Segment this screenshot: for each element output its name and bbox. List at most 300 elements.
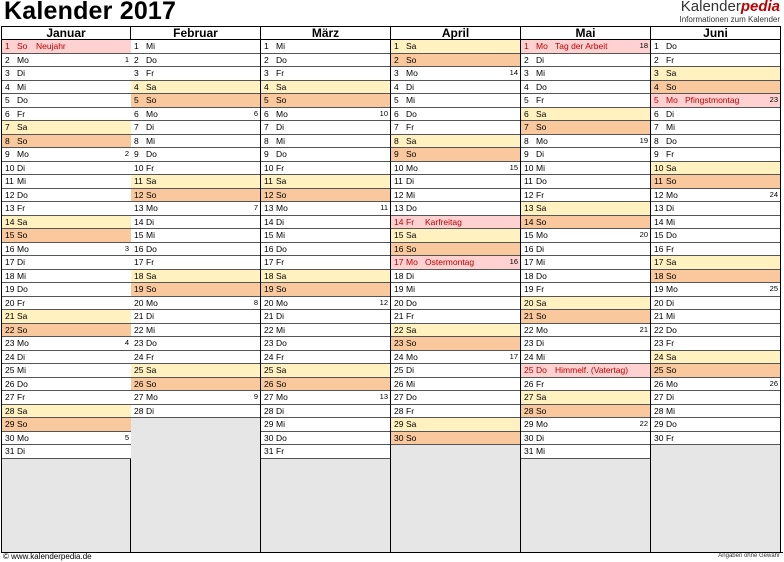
day-number: 14	[264, 216, 274, 227]
weekday-label: Di	[17, 351, 26, 362]
day-number: 16	[394, 243, 404, 254]
day-row	[131, 54, 260, 68]
day-number: 18	[134, 270, 144, 281]
day-number: 6	[264, 108, 269, 119]
day-row	[651, 229, 780, 243]
day-number: 11	[654, 176, 663, 186]
day-number: 11	[264, 176, 273, 186]
day-number: 5	[654, 95, 659, 105]
day-number: 6	[524, 108, 529, 119]
weekday-label: So	[406, 54, 417, 65]
weekday-label: Sa	[406, 324, 417, 335]
day-number: 18	[5, 270, 15, 281]
week-number: 16	[509, 257, 518, 266]
day-number: 27	[524, 392, 534, 402]
weekday-label: So	[666, 81, 677, 92]
day-number: 6	[654, 108, 659, 119]
weekday-label: Di	[146, 216, 155, 227]
day-row	[261, 54, 390, 68]
day-row	[521, 337, 650, 351]
weekday-label: So	[536, 311, 547, 321]
weekday-label: Do	[17, 378, 28, 389]
day-number: 28	[264, 405, 274, 416]
day-row	[2, 175, 131, 189]
holiday-name: Pfingstmontag	[685, 95, 740, 105]
day-number: 26	[394, 378, 404, 389]
weekday-label: Mi	[406, 189, 415, 200]
weekday-label: Di	[666, 392, 675, 402]
day-row	[651, 364, 780, 378]
day-row	[391, 324, 520, 338]
weekday-label: Di	[666, 108, 675, 119]
weekday-label: Di	[536, 243, 545, 254]
day-row	[261, 148, 390, 162]
weekday-label: Mi	[276, 41, 285, 51]
weekday-label: So	[406, 149, 417, 159]
day-number: 9	[394, 149, 399, 159]
day-row	[521, 175, 650, 189]
day-row	[261, 324, 390, 338]
day-number: 16	[654, 243, 664, 254]
week-number: 6	[253, 108, 258, 118]
weekday-label: Mo	[276, 297, 288, 308]
weekday-label: Do	[146, 54, 157, 65]
weekday-label: Fr	[17, 203, 26, 213]
day-number: 4	[264, 81, 269, 92]
weekday-label: Do	[666, 135, 677, 146]
week-number: 10	[379, 108, 388, 118]
month-header: Januar	[2, 26, 130, 40]
day-row	[521, 135, 650, 149]
weekday-label: So	[276, 284, 287, 294]
weekday-label: Mo	[406, 257, 418, 267]
day-row	[651, 270, 780, 284]
week-number: 23	[769, 95, 778, 104]
day-row	[2, 283, 131, 297]
weekday-label: Sa	[666, 351, 677, 362]
day-number: 19	[394, 284, 404, 294]
day-row	[391, 162, 520, 176]
weekday-label: Mo	[276, 108, 288, 119]
weekday-label: Sa	[406, 135, 417, 146]
weekday-label: So	[536, 216, 547, 227]
weekday-label: Mi	[276, 135, 285, 146]
day-row	[2, 418, 131, 432]
day-row	[261, 405, 390, 419]
day-row	[2, 378, 131, 392]
day-number: 22	[134, 324, 144, 335]
day-number: 15	[524, 230, 534, 240]
weekday-label: Di	[276, 311, 285, 321]
day-number: 4	[524, 81, 529, 92]
day-number: 28	[524, 405, 534, 416]
day-row	[391, 297, 520, 311]
month-column	[261, 26, 391, 552]
week-number: 20	[639, 230, 648, 239]
weekday-label: Mo	[536, 419, 548, 429]
weekday-label: Do	[17, 284, 28, 294]
week-number: 8	[253, 297, 258, 307]
day-number: 11	[5, 176, 14, 186]
day-number: 22	[524, 324, 534, 335]
day-number: 25	[654, 365, 664, 375]
day-number: 14	[134, 216, 144, 227]
day-row	[521, 324, 650, 338]
day-number: 7	[264, 122, 269, 132]
day-row	[2, 202, 131, 216]
day-row	[131, 121, 260, 135]
day-row	[521, 229, 650, 243]
day-row	[131, 94, 260, 108]
day-number: 5	[5, 95, 10, 105]
day-row	[391, 243, 520, 257]
day-row	[651, 189, 780, 203]
weekday-label: Mo	[17, 338, 29, 348]
day-number: 7	[654, 122, 659, 132]
day-row	[2, 67, 131, 81]
day-number: 3	[654, 68, 659, 78]
day-number: 11	[394, 176, 403, 186]
day-number: 12	[134, 189, 144, 200]
day-number: 4	[5, 81, 10, 92]
day-row	[391, 270, 520, 284]
day-number: 17	[264, 257, 274, 267]
day-row	[651, 391, 780, 405]
weekday-label: Mi	[666, 405, 675, 416]
day-number: 28	[5, 405, 15, 416]
weekday-label: Mo	[406, 162, 418, 173]
day-row	[521, 243, 650, 257]
weekday-label: Do	[17, 189, 28, 200]
weekday-label: So	[536, 405, 547, 416]
day-row	[521, 54, 650, 68]
week-number: 4	[124, 338, 129, 347]
day-number: 19	[524, 284, 534, 294]
weekday-label: Fr	[17, 108, 26, 119]
holiday-name: Himmelf. (Vatertag)	[555, 365, 629, 375]
week-number: 11	[380, 203, 388, 212]
day-number: 25	[524, 365, 534, 375]
weekday-label: Fr	[666, 149, 675, 159]
weekday-label: Di	[17, 162, 26, 173]
day-number: 11	[134, 176, 143, 186]
weekday-label: Mi	[666, 216, 675, 227]
weekday-label: Mi	[536, 446, 545, 456]
day-row	[261, 94, 390, 108]
weekday-label: So	[666, 270, 677, 281]
week-number: 22	[639, 419, 648, 428]
day-row	[261, 202, 390, 216]
day-number: 17	[394, 257, 404, 267]
weekday-label: Mi	[276, 324, 285, 335]
weekday-label: Do	[536, 81, 547, 92]
day-number: 13	[524, 203, 534, 213]
weekday-label: So	[17, 135, 28, 146]
day-number: 21	[5, 311, 15, 321]
weekday-label: Do	[406, 297, 417, 308]
weekday-label: Sa	[666, 257, 677, 267]
day-row	[651, 283, 780, 297]
day-row	[521, 216, 650, 230]
calendar-grid	[1, 26, 783, 552]
weekday-label: Mi	[406, 95, 415, 105]
weekday-label: Fr	[276, 68, 285, 78]
weekday-label: Do	[276, 54, 287, 65]
day-row	[131, 310, 260, 324]
weekday-label: Do	[536, 270, 547, 281]
day-row	[391, 364, 520, 378]
weekday-label: Sa	[536, 297, 547, 308]
weekday-label: So	[17, 41, 28, 51]
day-number: 24	[654, 351, 664, 362]
day-number: 31	[264, 446, 274, 456]
weekday-label: Sa	[406, 230, 417, 240]
day-number: 18	[394, 270, 404, 281]
day-number: 9	[654, 149, 659, 159]
logo-brand	[680, 0, 781, 15]
weekday-label: Do	[536, 176, 547, 186]
day-row	[651, 216, 780, 230]
day-number: 30	[394, 432, 404, 443]
day-number: 5	[134, 95, 139, 105]
day-row	[391, 108, 520, 122]
weekday-label: So	[146, 189, 157, 200]
day-row	[521, 310, 650, 324]
weekday-label: Do	[666, 230, 677, 240]
weekday-label: So	[406, 243, 417, 254]
weekday-label: Do	[146, 243, 157, 254]
day-number: 9	[5, 149, 10, 159]
month-header: April	[391, 26, 520, 40]
day-number: 2	[5, 54, 10, 65]
day-row	[131, 148, 260, 162]
day-row	[2, 108, 131, 122]
day-row	[131, 67, 260, 81]
day-row	[391, 54, 520, 68]
day-number: 8	[394, 135, 399, 146]
day-row	[2, 270, 131, 284]
day-row	[261, 243, 390, 257]
day-row	[391, 189, 520, 203]
weekday-label: Do	[276, 338, 287, 348]
day-row	[521, 391, 650, 405]
day-row	[131, 135, 260, 149]
holiday-name: Neujahr	[36, 41, 66, 51]
day-row	[131, 202, 260, 216]
weekday-label: Di	[536, 54, 545, 65]
weekday-label: Fr	[666, 432, 675, 443]
day-number: 6	[5, 108, 10, 119]
weekday-label: Do	[146, 149, 157, 159]
day-row	[391, 81, 520, 95]
day-row	[651, 40, 780, 54]
day-row	[651, 67, 780, 81]
day-row	[391, 378, 520, 392]
weekday-label: Sa	[406, 41, 417, 51]
weekday-label: So	[146, 284, 157, 294]
week-number: 13	[379, 392, 388, 401]
day-number: 26	[5, 378, 15, 389]
day-row	[131, 378, 260, 392]
day-row	[521, 81, 650, 95]
day-row	[651, 324, 780, 338]
weekday-label: Fr	[536, 189, 545, 200]
day-row	[521, 270, 650, 284]
weekday-label: Do	[666, 324, 677, 335]
day-number: 14	[5, 216, 15, 227]
day-row	[391, 337, 520, 351]
weekday-label: Mi	[276, 230, 285, 240]
weekday-label: Fr	[406, 122, 415, 132]
day-row	[521, 432, 650, 446]
month-column	[651, 26, 781, 552]
day-row	[2, 310, 131, 324]
day-number: 7	[394, 122, 399, 132]
day-number: 23	[524, 338, 534, 348]
day-number: 20	[264, 297, 274, 308]
day-number: 21	[264, 311, 274, 321]
day-row	[2, 297, 131, 311]
day-number: 1	[524, 41, 529, 51]
day-number: 6	[394, 108, 399, 119]
weekday-label: Mi	[146, 324, 155, 335]
day-row	[261, 418, 390, 432]
day-row	[131, 270, 260, 284]
day-number: 31	[524, 446, 534, 456]
weekday-label: So	[276, 95, 287, 105]
day-number: 23	[394, 338, 404, 348]
weekday-label: Di	[406, 81, 415, 92]
day-row	[131, 243, 260, 257]
day-row	[261, 40, 390, 54]
day-number: 8	[524, 135, 529, 146]
weekday-label: So	[406, 432, 417, 443]
weekday-label: Sa	[536, 392, 547, 402]
day-number: 1	[5, 41, 10, 51]
weekday-label: Mo	[406, 68, 418, 78]
holiday-name: Karfreitag	[425, 216, 462, 227]
day-row	[521, 108, 650, 122]
day-row	[391, 40, 520, 54]
day-row	[651, 148, 780, 162]
day-number: 9	[264, 149, 269, 159]
day-number: 23	[654, 338, 664, 348]
day-number: 29	[654, 419, 664, 429]
weekday-label: Fr	[406, 311, 415, 321]
weekday-label: Do	[146, 338, 157, 348]
weekday-label: Sa	[276, 81, 287, 92]
week-number: 24	[769, 189, 778, 199]
week-number: 5	[124, 432, 129, 442]
week-number: 18	[639, 41, 648, 50]
day-row	[2, 81, 131, 95]
day-number: 25	[5, 365, 15, 375]
day-number: 3	[134, 68, 139, 78]
day-number: 27	[134, 392, 144, 402]
weekday-label: Mi	[146, 41, 155, 51]
day-row	[2, 135, 131, 149]
day-row	[651, 121, 780, 135]
day-number: 24	[394, 351, 404, 362]
weekday-label: Mo	[666, 378, 678, 389]
weekday-label: Sa	[146, 176, 157, 186]
day-row	[651, 108, 780, 122]
day-row	[521, 94, 650, 108]
day-number: 28	[654, 405, 664, 416]
logo-brand-accent: pedia	[740, 0, 780, 15]
footer-disclaimer: Angaben ohne Gewähr	[718, 553, 780, 559]
weekday-label: Mo	[17, 432, 29, 443]
weekday-label: Fr	[536, 284, 545, 294]
week-number: 3	[124, 243, 129, 253]
day-number: 19	[134, 284, 144, 294]
weekday-label: Mi	[666, 122, 675, 132]
day-number: 6	[134, 108, 139, 119]
week-number: 25	[769, 284, 778, 293]
weekday-label: Di	[276, 405, 285, 416]
weekday-label: Mo	[536, 230, 548, 240]
day-number: 12	[5, 189, 15, 200]
day-number: 22	[394, 324, 404, 335]
weekday-label: So	[17, 324, 28, 335]
day-row	[521, 148, 650, 162]
weekday-label: Mo	[666, 95, 678, 105]
day-number: 29	[524, 419, 534, 429]
day-number: 26	[134, 378, 144, 389]
day-row	[391, 405, 520, 419]
day-number: 14	[394, 216, 404, 227]
weekday-label: Mo	[146, 108, 158, 119]
day-number: 16	[134, 243, 144, 254]
day-number: 12	[394, 189, 404, 200]
weekday-label: Fr	[666, 54, 675, 65]
weekday-label: Di	[536, 338, 545, 348]
day-row	[521, 162, 650, 176]
day-row	[2, 364, 131, 378]
day-number: 12	[264, 189, 274, 200]
day-row	[521, 297, 650, 311]
day-number: 21	[394, 311, 404, 321]
weekday-label: Sa	[146, 81, 157, 92]
weekday-label: So	[17, 419, 28, 429]
day-number: 24	[264, 351, 274, 362]
weekday-label: Do	[276, 149, 287, 159]
weekday-label: Di	[17, 68, 26, 78]
day-number: 1	[654, 41, 659, 51]
weekday-label: Fr	[276, 351, 285, 362]
day-number: 15	[264, 230, 274, 240]
day-number: 10	[264, 162, 274, 173]
day-number: 10	[134, 162, 144, 173]
day-number: 25	[394, 365, 404, 375]
day-row	[131, 189, 260, 203]
day-number: 28	[134, 405, 144, 416]
weekday-label: Fr	[276, 162, 285, 173]
day-number: 8	[654, 135, 659, 146]
day-row	[131, 229, 260, 243]
weekday-label: Sa	[17, 122, 28, 132]
day-row	[651, 162, 780, 176]
day-number: 8	[5, 135, 10, 146]
day-number: 5	[394, 95, 399, 105]
day-number: 29	[5, 419, 15, 429]
weekday-label: Di	[666, 297, 675, 308]
weekday-label: Do	[666, 41, 677, 51]
weekday-label: Di	[406, 270, 415, 281]
day-row	[2, 229, 131, 243]
day-number: 17	[654, 257, 664, 267]
day-number: 19	[5, 284, 15, 294]
